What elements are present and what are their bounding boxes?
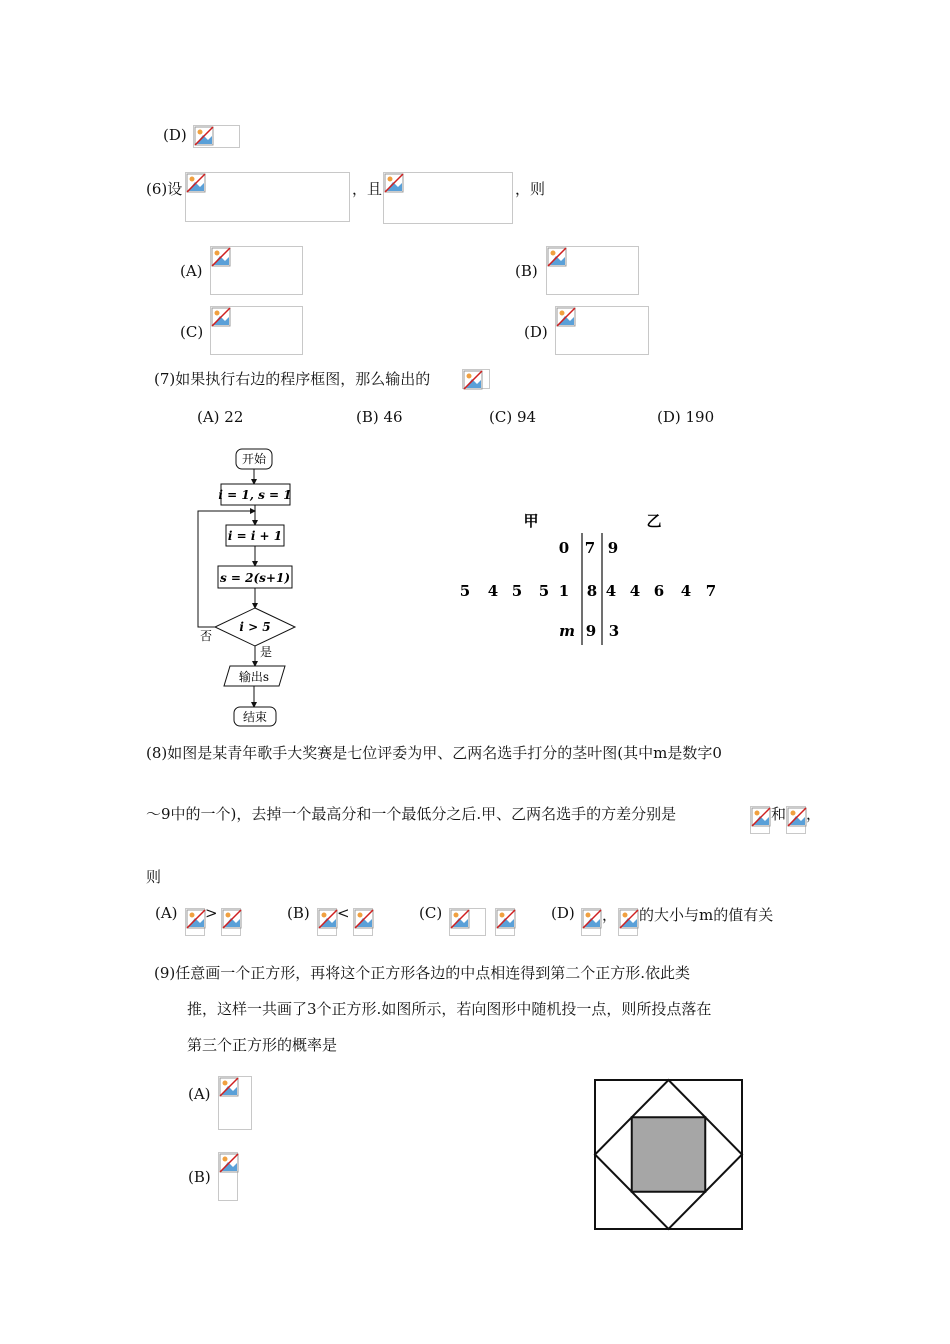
broken-image-icon [219, 1153, 239, 1173]
q8-option-a: (A) [155, 904, 178, 922]
output-label: 输出s [238, 670, 270, 684]
q9-line3: 第三个正方形的概率是 [187, 1036, 338, 1054]
broken-image-icon [751, 807, 771, 827]
broken-image-icon [556, 307, 576, 327]
formula-image [317, 908, 337, 936]
formula-image [449, 908, 486, 936]
broken-image-icon [354, 909, 374, 929]
q8-option-a-gt: > [205, 904, 218, 922]
leaf: 4 [629, 582, 641, 600]
broken-image-icon [211, 307, 231, 327]
leaf: 5 [459, 582, 471, 600]
no-label: 否 [200, 629, 213, 643]
nested-squares-figure [593, 1078, 745, 1232]
leaf: 7 [705, 582, 717, 600]
formula-image [786, 806, 806, 834]
broken-image-icon [787, 807, 807, 827]
leaf: 5 [511, 582, 523, 600]
q7-option-c: (C) 94 [489, 408, 537, 426]
formula-image [495, 908, 515, 936]
q8-option-d-comma: ， [602, 906, 618, 924]
broken-image-icon [219, 1077, 239, 1097]
q8-option-d: (D) [551, 904, 575, 922]
broken-image-icon [211, 247, 231, 267]
left-header: 甲 [523, 512, 539, 530]
stem: 9 [585, 622, 597, 640]
formula-image [210, 246, 303, 295]
leaf: 4 [487, 582, 499, 600]
q8-option-c: (C) [419, 904, 443, 922]
q8-option-d-text: 的大小与m的值有关 [639, 906, 774, 924]
q8-line2: ～9中的一个)，去掉一个最高分和一个最低分之后.甲、乙两名选手的方差分别是 [146, 805, 677, 823]
broken-image-icon [186, 173, 206, 193]
formula-image [221, 908, 241, 936]
formula-image [750, 806, 770, 834]
formula-image [546, 246, 639, 295]
formula-image [581, 908, 601, 936]
formula-image [218, 1152, 238, 1201]
start-label: 开始 [241, 452, 267, 466]
leaf: 4 [605, 582, 617, 600]
inner-square [632, 1117, 706, 1192]
q6-prefix: (6)设 [146, 180, 183, 198]
q8-line1: (8)如图是某青年歌手大奖赛是七位评委为甲、乙两名选手打分的茎叶图(其中m是数字0 [146, 744, 722, 762]
right-header: 乙 [646, 512, 662, 530]
q9-line1: (9)任意画一个正方形，再将这个正方形各边的中点相连得到第二个正方形.依此类 [154, 964, 691, 982]
q6-option-c: (C) [180, 323, 204, 341]
leaf: 4 [680, 582, 692, 600]
broken-image-icon [496, 909, 516, 929]
broken-image-icon [384, 173, 404, 193]
q6-option-a: (A) [180, 262, 203, 280]
q8-and: 和 [771, 805, 787, 823]
q7-option-a: (A) 22 [197, 408, 244, 426]
broken-image-icon [222, 909, 242, 929]
leaf: 5 [538, 582, 550, 600]
leaf: 6 [653, 582, 665, 600]
formula-image [383, 172, 513, 224]
broken-image-icon [463, 370, 483, 390]
broken-image-icon [318, 909, 338, 929]
q8-option-b-lt: < [337, 904, 350, 922]
formula-image [185, 908, 205, 936]
q7-stem: (7)如果执行右边的程序框图，那么输出的 [154, 370, 431, 388]
q8-option-b: (B) [287, 904, 310, 922]
q6-suffix: ，则 [515, 180, 546, 198]
leaf: 1 [558, 582, 570, 600]
condition-label: i > 5 [239, 620, 271, 634]
broken-image-icon [450, 909, 470, 929]
broken-image-icon [582, 909, 602, 929]
broken-image-icon [619, 909, 639, 929]
broken-image-icon [194, 126, 214, 146]
leaf: m [559, 622, 575, 640]
stem-leaf-plot [450, 505, 730, 645]
q6-option-d: (D) [524, 323, 548, 341]
q7-option-d: (D) 190 [657, 408, 715, 426]
update-label: s = 2(s+1) [219, 571, 291, 585]
formula-image [193, 125, 240, 148]
flowchart [188, 444, 308, 734]
q9-line2: 推，这样一共画了3个正方形.如图所示，若向图形中随机投一点，则所投点落在 [187, 1000, 712, 1018]
broken-image-icon [186, 909, 206, 929]
yes-label: 是 [260, 645, 273, 659]
leaf: 9 [607, 539, 619, 557]
formula-image [185, 172, 350, 222]
q7-option-b: (B) 46 [356, 408, 403, 426]
q8-comma: ， [806, 805, 822, 823]
formula-image [210, 306, 303, 355]
q6-option-b: (B) [515, 262, 538, 280]
init-label: i = 1, s = 1 [218, 488, 292, 502]
formula-image [218, 1076, 252, 1130]
stem: 7 [584, 539, 596, 557]
leaf: 3 [608, 622, 620, 640]
q6-mid: ，且 [352, 180, 383, 198]
q9-option-a: (A) [188, 1085, 211, 1103]
formula-image [353, 908, 373, 936]
stem: 8 [586, 582, 598, 600]
q5-option-d: (D) [163, 126, 187, 144]
q8-line3: 则 [146, 868, 162, 886]
q9-option-b: (B) [188, 1168, 211, 1186]
end-label: 结束 [242, 710, 268, 724]
formula-image [618, 908, 638, 936]
leaf: 0 [558, 539, 570, 557]
formula-image [462, 369, 490, 389]
broken-image-icon [547, 247, 567, 267]
formula-image [555, 306, 649, 355]
increment-label: i = i + 1 [227, 529, 283, 543]
